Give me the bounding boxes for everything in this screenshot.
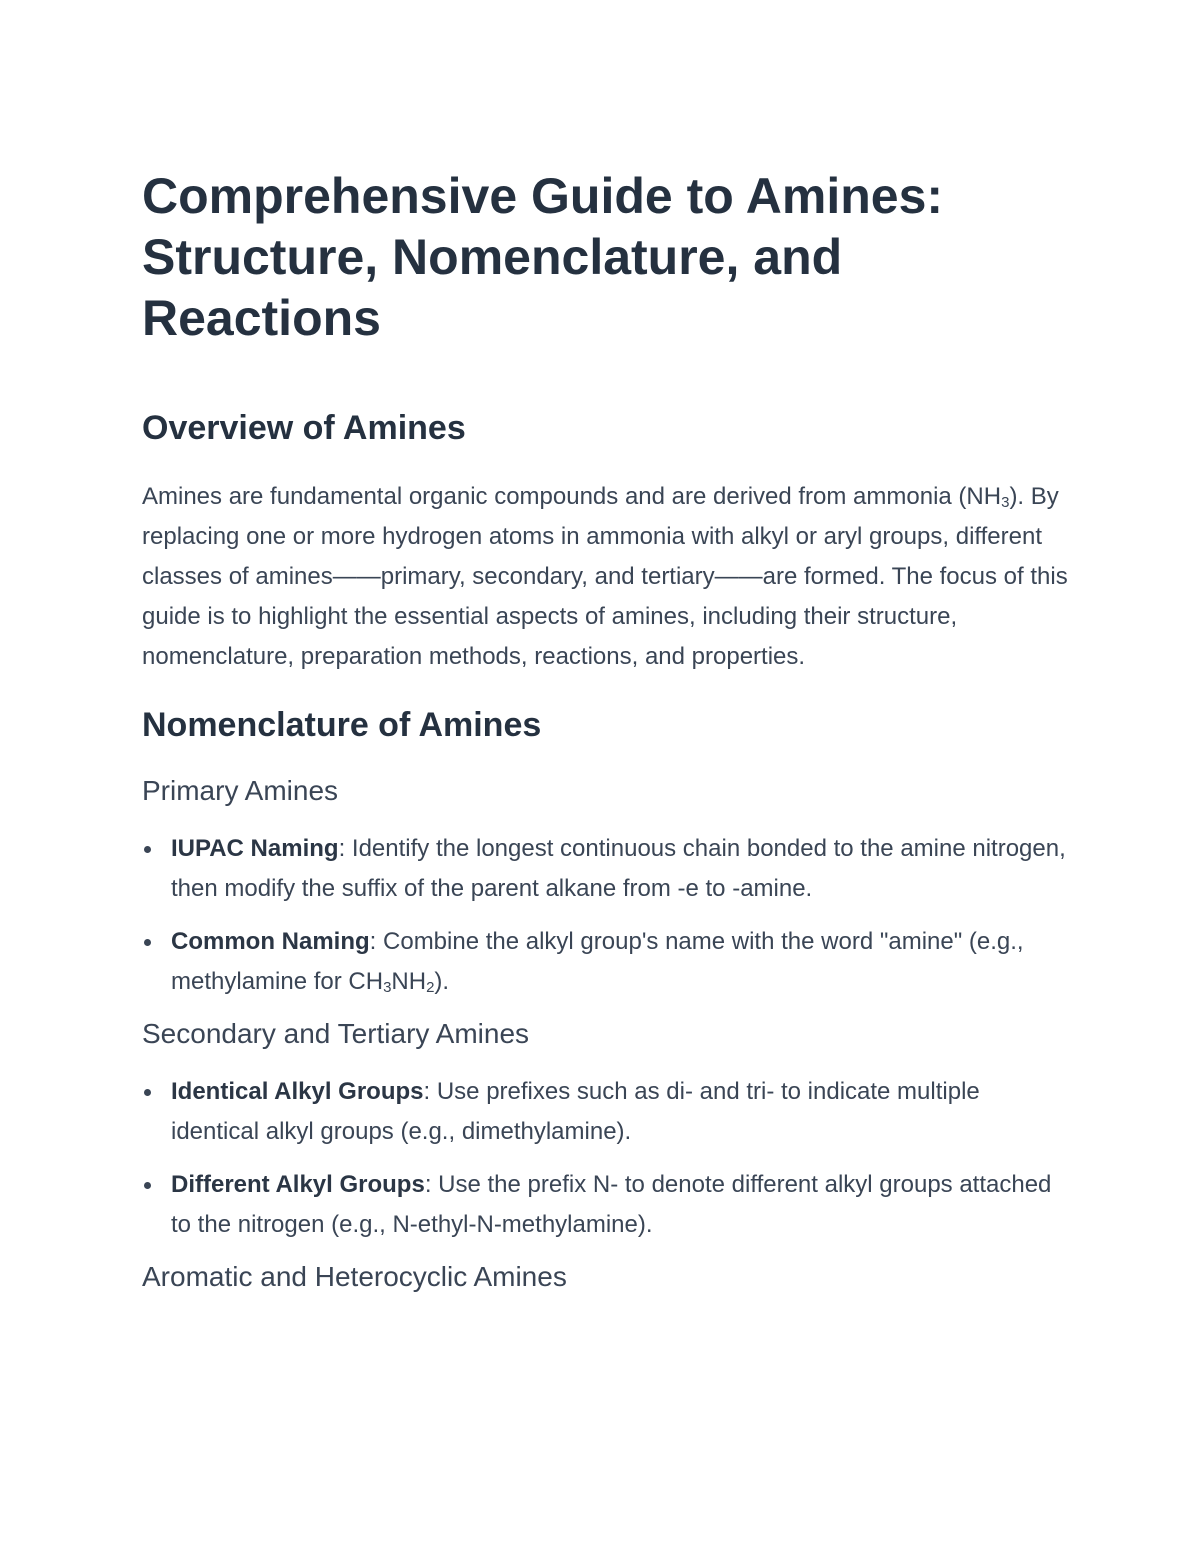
term-different-alkyl-groups: Different Alkyl Groups xyxy=(171,1171,425,1198)
list-item xyxy=(142,1165,1072,1245)
subscript: 2 xyxy=(426,979,435,996)
subscript: 3 xyxy=(1001,494,1010,511)
subsection-heading-primary: Primary Amines xyxy=(142,775,339,806)
item-text: : Use the prefix N- to denote different alkyl groups attached to the nitrogen (e.g., N-ethyl-N-methylamine). xyxy=(171,1171,1052,1238)
section-heading-overview: Overview of Amines xyxy=(142,409,466,447)
secondary-tertiary-list xyxy=(142,1072,1072,1245)
list-item xyxy=(142,1072,1072,1152)
item-text: : Use prefixes such as di- and tri- to indicate multiple identical alkyl groups (e.g., dimethylamine). xyxy=(171,1078,980,1145)
overview-paragraph xyxy=(142,477,1072,677)
item-text: : Identify the longest continuous chain bonded to the amine nitrogen, then modify the suffix of the parent alkane from -e to -amine. xyxy=(171,835,1066,902)
list-item xyxy=(142,829,1072,909)
list-item xyxy=(142,922,1072,1002)
item-text: NH xyxy=(391,968,427,995)
overview-text-2: ). By replacing one or more hydrogen atoms in ammonia with alkyl or aryl groups, different classes of amines——primary, secondary, and tertiary——are formed. The focus of this guide is to highlight the essential aspects of amines, including their structure, nomenclature, preparation methods, reactions, and properties. xyxy=(142,483,1068,670)
term-common-naming: Common Naming xyxy=(171,928,370,955)
bullet-icon xyxy=(144,939,151,946)
document-title: Comprehensive Guide to Amines: Structure, Nomenclature, and Reactions xyxy=(142,168,944,346)
bullet-icon xyxy=(144,1089,151,1096)
item-text: : Combine the alkyl group's name with the word "amine" (e.g., methylamine for CH xyxy=(171,928,1024,995)
subscript: 3 xyxy=(383,979,392,996)
bullet-icon xyxy=(144,1182,151,1189)
item-text: ). xyxy=(434,968,450,995)
section-heading-nomenclature: Nomenclature of Amines xyxy=(142,706,542,744)
term-identical-alkyl-groups: Identical Alkyl Groups xyxy=(171,1078,424,1105)
subsection-heading-aromatic: Aromatic and Heterocyclic Amines xyxy=(142,1261,567,1292)
bullet-icon xyxy=(144,846,151,853)
subsection-heading-secondary-tertiary: Secondary and Tertiary Amines xyxy=(142,1018,530,1049)
document-page xyxy=(142,166,1072,1295)
overview-text-1: Amines are fundamental organic compounds and are derived from ammonia (NH xyxy=(142,483,1002,510)
term-iupac-naming: IUPAC Naming xyxy=(171,835,339,862)
primary-amines-list xyxy=(142,829,1072,1002)
